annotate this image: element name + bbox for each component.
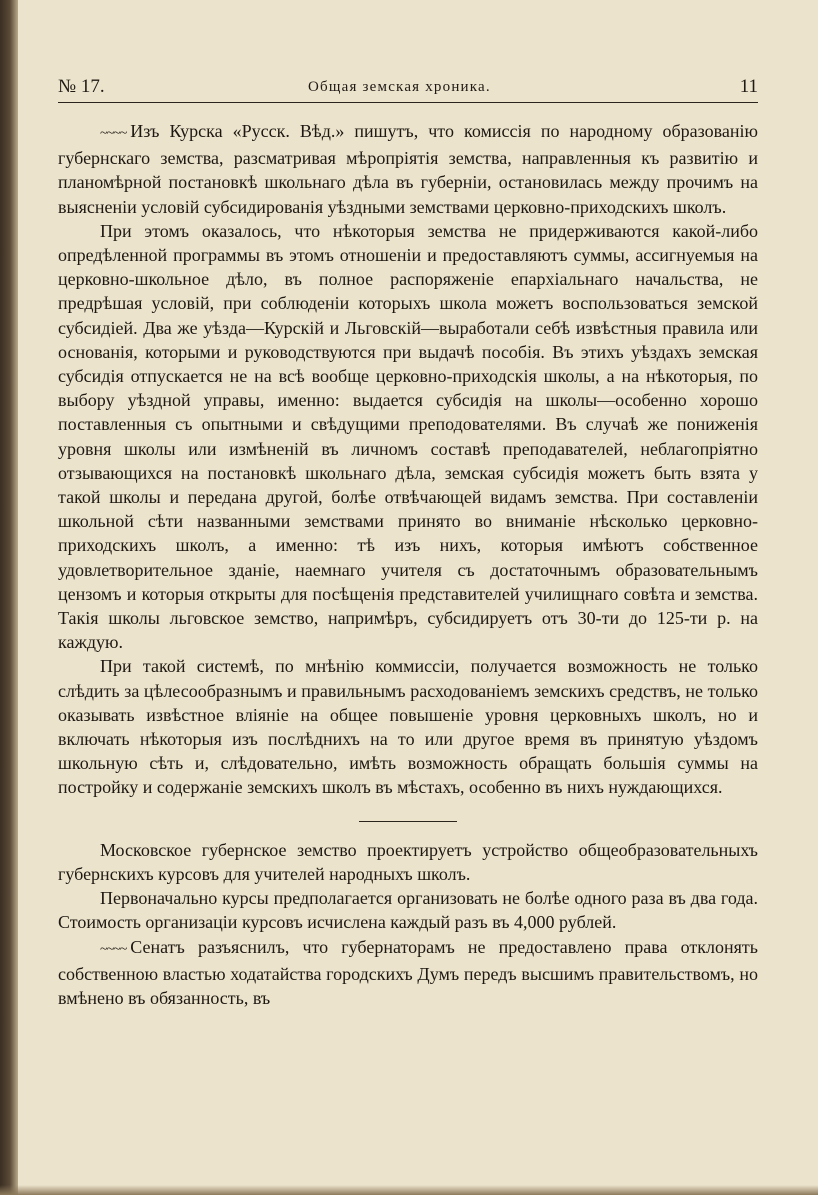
- page-number: 11: [739, 76, 758, 97]
- paragraph: [58, 219, 758, 655]
- paragraph-text: Первоначально курсы предполагается организовать не болѣе одного раза въ два года. Стоимость организаціи курсовъ исчислена каждый разъ въ 4,000 рублей.: [58, 888, 758, 933]
- item-dash-ornament: ~~~~: [100, 126, 127, 141]
- paragraph-text: Московское губернское земство проектируетъ устройство общеобразовательныхъ губернскихъ курсовъ для учителей народныхъ школъ.: [58, 839, 758, 884]
- section-separator: [359, 821, 457, 822]
- paragraph-text: При такой системѣ, по мнѣнію коммиссіи, получается возможность не только слѣдить за цѣлесообразнымъ и правильнымъ расходованіемъ земскихъ средствъ, не только оказывать извѣстное вліяніе на общее повышеніе уровня церковныхъ школъ, но и включать нѣкоторыя изъ послѣднихъ на то или другое время въ принятую уѣздомъ школьную сѣть и, слѣдовательно, имѣть возможность обращать большія суммы на постройку и содержаніе земскихъ школъ въ мѣстахъ, особенно въ нихъ нуждающихся.: [58, 656, 758, 798]
- paragraph-text: Сенатъ разъяснилъ, что губернаторамъ не предоставлено права отклонять собственною властью ходатайства городскихъ Думъ передъ высшимъ правительствомъ, но вмѣнено въ обязанность, въ: [58, 936, 758, 1008]
- section-title: Общая земская хроника.: [308, 79, 491, 95]
- article-body: [58, 119, 758, 1010]
- paragraph: [58, 119, 758, 219]
- paragraph: [58, 935, 758, 1011]
- paragraph-text: Изъ Курска «Русск. Вѣд.» пишутъ, что комиссія по народному образованію губернскаго земства, разсматривая мѣропріятія земства, направленныя къ развитію и планомѣрной постановкѣ школьнаго дѣла въ губерніи, остановилась между прочимъ на выясненіи условій субсидированія уѣздными земствами церковно-приходскихъ школъ.: [58, 121, 758, 217]
- header-rule: [58, 102, 758, 103]
- page-bottom-edge: [0, 1185, 818, 1195]
- issue-number: № 17.: [58, 76, 105, 97]
- item-dash-ornament: ~~~~: [100, 941, 127, 957]
- paragraph-text: При этомъ оказалось, что нѣкоторыя земства не придерживаются какой-либо опредѣленной программы въ этомъ отношеніи и предоставляютъ суммы, ассигнуемыя на церковно-школьное дѣло, въ полное распоряженіе епархіальнаго начальства, не предрѣшая условій, при соблюденіи которыхъ школа можетъ воспользоваться земской субсидіей. Два же уѣзда—Курскій и Льговскій—выработали себѣ извѣстныя правила или основанія, которыми и руководствуются при выдачѣ пособія. Въ этихъ уѣздахъ земская субсидія отпускается не на всѣ вообще церковно-приходскія школы, а на нѣкоторыя, по выбору уѣздной управы, именно: выдается субсидія на школы—особенно хорошо поставленныя съ опытными и свѣдущими преподователями. Въ случаѣ же пониженія уровня школы или измѣненій въ личномъ составѣ преподавателей, неблагопріятно отзывающихся на постановкѣ школьнаго дѣла, земская субсидія можетъ быть взята у такой школы и передана другой, болѣе отвѣчающей видамъ земства. При составленіи школьной сѣти названными земствами принято во вниманіе нѣсколько церковно-приходскихъ школъ, а именно: тѣ изъ нихъ, которыя имѣютъ собственное удовлетворительное зданіе, наемнаго учителя съ достаточнымъ образовательнымъ цензомъ и которыя открыты для посѣщенія представителей училищнаго совѣта и земства. Такія школы льговское земство, напримѣръ, субсидируетъ отъ 30-ти до 125-ти р. на каждую.: [58, 220, 758, 653]
- paragraph: [58, 654, 758, 799]
- book-spine-shadow: [0, 0, 18, 1195]
- paragraph: [58, 886, 758, 934]
- running-header: [58, 76, 758, 102]
- paragraph: [58, 838, 758, 886]
